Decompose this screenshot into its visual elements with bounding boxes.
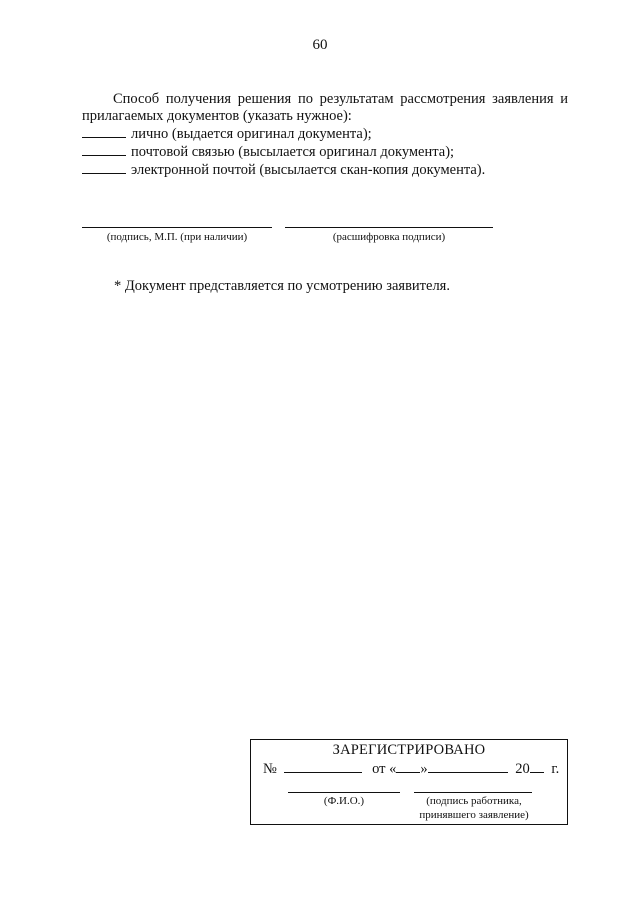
option-blank-line[interactable] [82,161,126,174]
option-postal [82,143,454,161]
year-suffix: г. [551,761,560,777]
number-sign: № [263,761,277,777]
fio-line[interactable] [288,792,400,793]
year-field[interactable] [530,761,544,773]
signature-transcript-caption: (расшифровка подписи) [332,231,446,243]
option-label: электронной почтой (высылается скан-копия документа). [131,162,486,178]
quote-close: » [420,761,428,777]
option-blank-line[interactable] [82,125,126,138]
year-prefix: 20 [515,761,530,777]
employee-signature-caption: (подпись работника, [426,795,522,807]
option-in-person [82,125,372,143]
registration-title: ЗАРЕГИСТРИРОВАНО [332,742,486,758]
employee-signature-line[interactable] [414,792,532,793]
registration-stamp [250,739,568,825]
registration-number-field[interactable] [284,761,362,773]
page-number: 60 [312,37,328,53]
signature-transcript-line[interactable] [285,227,493,228]
signature-line[interactable] [82,227,272,228]
from-label: от « [372,761,397,777]
registration-number-row [263,761,559,778]
delivery-method-intro: Способ получения решения по результатам рассмотрения заявления и прилагаемых документов (указать нужное): [82,91,568,124]
employee-signature-caption-2: принявшего заявление) [419,809,529,821]
option-label: лично (выдается оригинал документа); [131,126,372,142]
month-field[interactable] [428,761,508,773]
fio-caption: (Ф.И.О.) [323,795,365,807]
option-blank-line[interactable] [82,143,126,156]
signature-caption: (подпись, М.П. (при наличии) [106,231,248,243]
option-label: почтовой связью (высылается оригинал документа); [131,144,455,160]
option-email [82,161,485,179]
day-field[interactable] [396,761,420,773]
footnote: * Документ представляется по усмотрению заявителя. [114,278,450,294]
